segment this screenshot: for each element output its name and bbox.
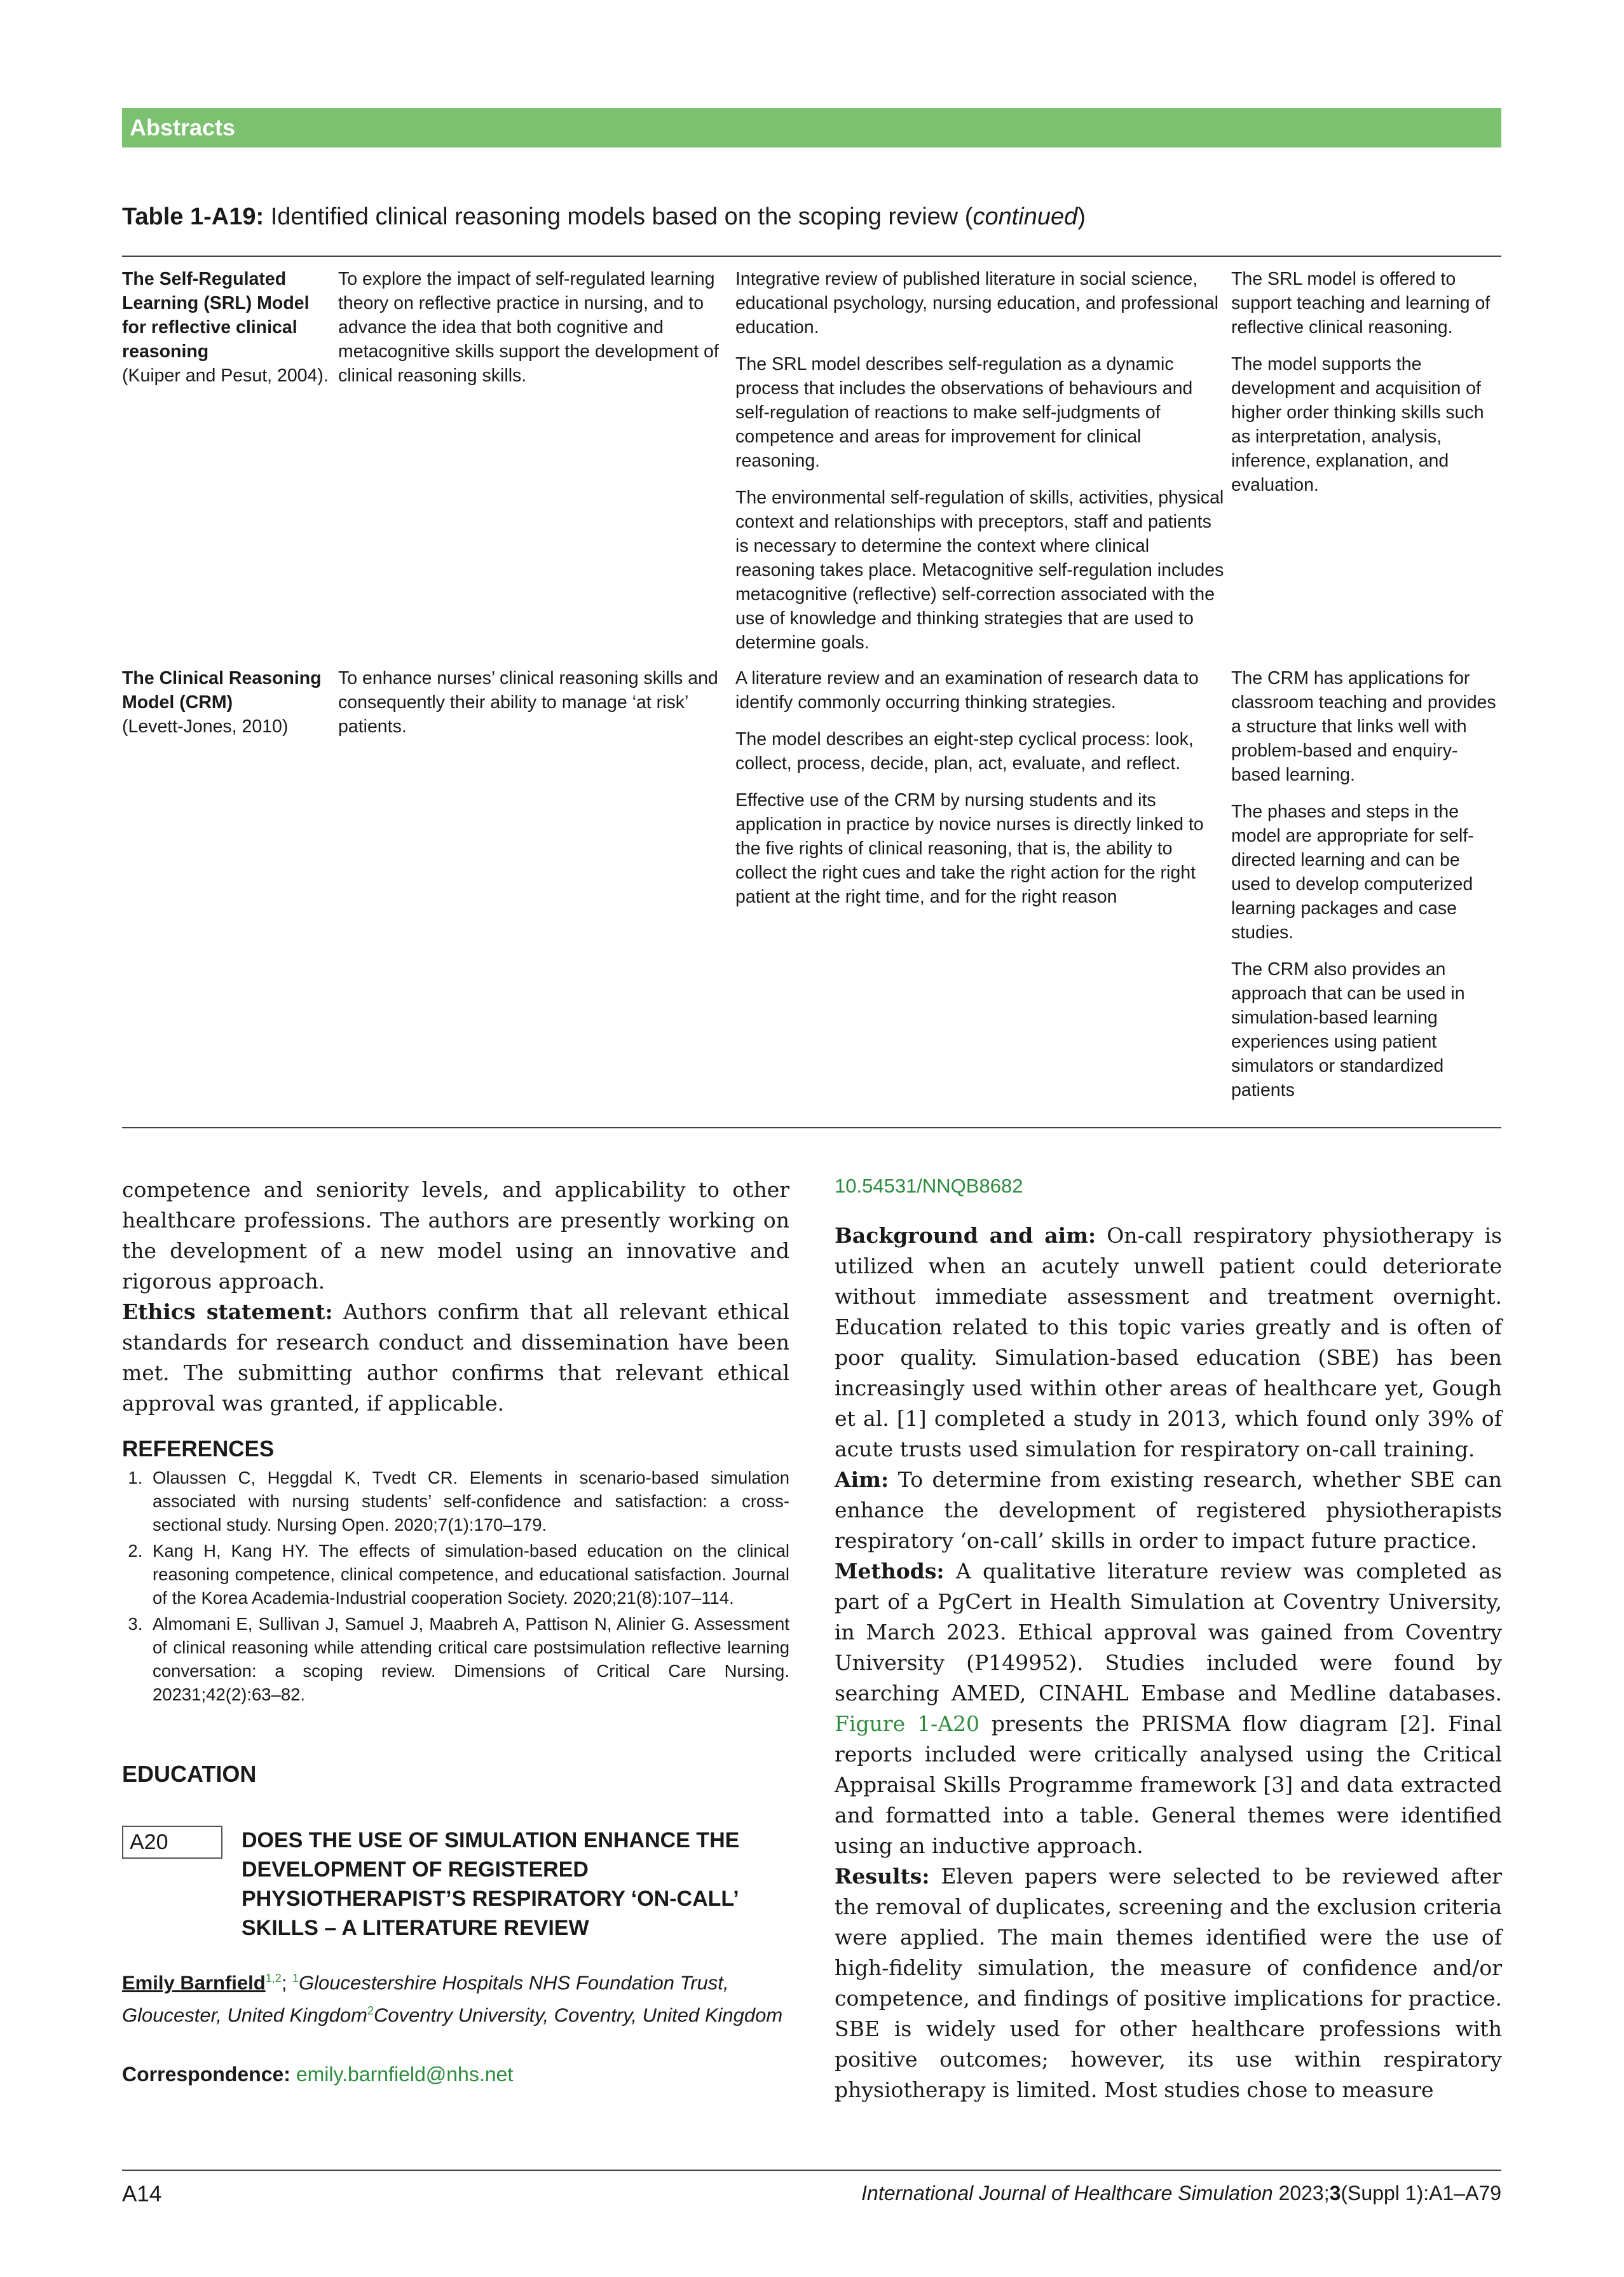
- author-affiliations: [122, 1964, 789, 2030]
- reference-item: 1. Olaussen C, Heggdal K, Tvedt CR. Elements in scenario-based simulation associated with nursing students’ self-confidence and satisfaction: a cross-sectional study. Nursing Open. 2020;7(1):170–179.: [147, 1466, 789, 1536]
- reference-item: 3. Almomani E, Sullivan J, Samuel J, Maabreh A, Pattison N, Alinier G. Assessment of clinical reasoning while attending critical care postsimulation reflective learning conversation: a scoping review. Dimensions of Critical Care Nursing. 20231;42(2):63–82.: [147, 1612, 789, 1706]
- aim-label: Aim:: [835, 1467, 889, 1492]
- methods-label: Methods:: [835, 1559, 945, 1583]
- model-aim: To enhance nurses’ clinical reasoning skills and consequently their ability to manage ‘at risk’ patients.: [338, 668, 718, 737]
- journal-issue: (Suppl 1):A1–A79: [1341, 2182, 1501, 2205]
- background-label: Background and aim:: [835, 1223, 1096, 1248]
- footer-rule: [122, 2170, 1501, 2171]
- methods-paragraph: [835, 1556, 1502, 1861]
- table-label: Table 1-A19:: [122, 203, 264, 230]
- methods-text-cont: presents the PRISMA flow diagram [2]. Final reports included were critically analysed using the Critical Appraisal Skills Programme framework [3] and data extracted and formatted into a table. General themes were identified using an inductive approach.: [835, 1711, 1502, 1858]
- paragraph: competence and seniority levels, and applicability to other healthcare professions. The authors are presently working on the development of a new model using an innovative and rigorous approach.: [122, 1177, 789, 1294]
- table-top-rule: [122, 256, 1501, 257]
- table-title-close: ): [1077, 203, 1086, 230]
- model-application: The phases and steps in the model are appropriate for self-directed learning and can be used to develop computerized learning packages and case studies.: [1231, 802, 1474, 943]
- table-row: [122, 267, 1501, 666]
- journal-volume: 3: [1329, 2182, 1341, 2205]
- model-application: The model supports the development and acquisition of higher order thinking skills such as interpretation, analysis, inference, explanation, and evaluation.: [1231, 354, 1484, 495]
- model-description: A literature review and an examination of research data to identify commonly occurring thinking strategies.: [735, 668, 1199, 713]
- article-code-box: A20: [122, 1826, 222, 1859]
- journal-name: International Journal of Healthcare Simulation: [861, 2182, 1273, 2205]
- figure-link[interactable]: Figure 1-A20: [835, 1711, 979, 1736]
- background-text: On-call respiratory physiotherapy is utilized when an acutely unwell patient could deteriorate without immediate assessment and treatment overnight. Education related to this topic varies greatly and is often of poor quality. Simulation-based education (SBE) has been increasingly used within other areas of healthcare yet, Gough et al. [1] completed a study in 2013, which found only 39% of acute trusts used simulation for respiratory on-call training.: [835, 1223, 1502, 1461]
- model-name: The Self-Regulated Learning (SRL) Model for reflective clinical reasoning: [122, 269, 310, 362]
- model-description: The environmental self-regulation of skills, activities, physical context and relationships with preceptors, staff and patients is necessary to determine the context where clinical reasoning takes place. Metacognitive self-regulation includes metacognitive (reflective) self-correction associated with the use of knowledge and thinking strategies that are used to determine goals.: [735, 488, 1224, 653]
- model-application: The SRL model is offered to support teaching and learning of reflective clinical reasoning.: [1231, 269, 1491, 338]
- affil1-sup: 1: [292, 1972, 299, 1985]
- table-continued: continued: [972, 203, 1078, 230]
- journal-citation: [861, 2182, 1501, 2205]
- aim-text: To determine from existing research, whether SBE can enhance the development of registered physiotherapists respiratory ‘on-call’ skills in order to impact future practice.: [835, 1467, 1502, 1553]
- journal-year: 2023;: [1273, 2182, 1330, 2205]
- affil2-sup: 2: [367, 2004, 374, 2018]
- model-application: The CRM also provides an approach that can be used in simulation-based learning experiences using patient simulators or standardized patients: [1231, 959, 1465, 1100]
- methods-text: A qualitative literature review was completed as part of a PgCert in Health Simulation at Coventry University, in March 2023. Ethical approval was gained from Coventry University (P149952). Studies included were found by searching AMED, CINAHL Embase and Medline databases.: [835, 1559, 1502, 1706]
- references-heading: REFERENCES: [122, 1437, 275, 1461]
- model-aim: To explore the impact of self-regulated learning theory on reflective practice in nursing, and to advance the idea that both cognitive and metacognitive skills support the development of clinical reasoning skills.: [338, 269, 719, 386]
- correspondence-label: Correspondence:: [122, 2062, 290, 2086]
- results-label: Results:: [835, 1864, 930, 1889]
- table-title: [122, 203, 1086, 231]
- article-header: [122, 1826, 789, 1950]
- ethics-paragraph: [122, 1297, 789, 1419]
- model-description: Effective use of the CRM by nursing students and its application in practice by novice nurses is directly linked to the five rights of clinical reasoning, that is, the ability to collect the right cues and take the right action for the right patient at the right time, and for the right reason: [735, 790, 1204, 907]
- results-text: Eleven papers were selected to be reviewed after the removal of duplicates, screening and the exclusion criteria were applied. The main themes identified were the use of high-fidelity simulation, the measure of confidence and/or competence, and findings of positive implications for practice. SBE is widely used for other healthcare professions with positive outcomes; however, its use within respiratory physiotherapy is limited. Most studies chose to measure: [835, 1864, 1502, 2102]
- model-citation: (Levett-Jones, 2010): [122, 716, 289, 737]
- model-description: The model describes an eight-step cyclical process: look, collect, process, decide, plan, act, evaluate, and reflect.: [735, 729, 1194, 774]
- abstract-body: [835, 1221, 1502, 2105]
- section-heading: EDUCATION: [122, 1761, 257, 1787]
- aim-paragraph: [835, 1465, 1502, 1556]
- model-description: The SRL model describes self-regulation as a dynamic process that includes the observations of behaviours and self-regulation of reactions to make self-judgments of competence and areas for improvement for clinical reasoning.: [735, 354, 1193, 471]
- results-paragraph: [835, 1861, 1502, 2105]
- left-body: [122, 1175, 789, 1419]
- background-paragraph: [835, 1221, 1502, 1465]
- ethics-label: Ethics statement:: [122, 1299, 333, 1324]
- model-citation: (Kuiper and Pesut, 2004).: [122, 366, 329, 386]
- reference-item: 2. Kang H, Kang HY. The effects of simulation-based education on the clinical reasoning competence, clinical competence, and educational satisfaction. Journal of the Korea Academia-Industrial cooperation Society. 2020;21(8):107–114.: [147, 1539, 789, 1610]
- page-number: A14: [122, 2182, 162, 2206]
- references-list: [122, 1466, 789, 1706]
- model-name: The Clinical Reasoning Model (CRM): [122, 668, 322, 713]
- table-bottom-rule: [122, 1127, 1501, 1128]
- author-name[interactable]: Emily Barnfield: [122, 1971, 266, 1994]
- correspondence: [122, 2063, 789, 2086]
- left-column: [122, 1175, 789, 2086]
- affiliation-2: Coventry University, Coventry, United Kingdom: [374, 2004, 783, 2027]
- models-table: [122, 267, 1501, 1102]
- affil-separator: ;: [281, 1971, 292, 1994]
- doi-link[interactable]: 10.54531/NNQB8682: [835, 1175, 1023, 1197]
- affiliation-1: Gloucestershire Hospitals NHS Foundation Trust, Gloucester, United Kingdom: [122, 1971, 729, 2027]
- article-title: DOES THE USE OF SIMULATION ENHANCE THE DEVELOPMENT OF REGISTERED PHYSIOTHERAPIST’S RESPIRATORY ‘ON-CALL’ SKILLS – A LITERATURE REVIEW: [242, 1828, 740, 1940]
- table-row: [122, 666, 1501, 1102]
- table-title-text: Identified clinical reasoning models based on the scoping review (: [264, 203, 973, 230]
- ethics-text: Authors confirm that all relevant ethical standards for research conduct and dissemination have been met. The submitting author confirms that relevant ethical approval was granted, if applicable.: [122, 1299, 789, 1416]
- model-application: The CRM has applications for classroom teaching and provides a structure that links well with problem-based and enquiry-based learning.: [1231, 668, 1496, 785]
- right-column: [835, 1175, 1502, 2105]
- section-banner: Abstracts: [122, 108, 1501, 147]
- author-sup: 1,2: [265, 1972, 282, 1985]
- model-description: Integrative review of published literature in social science, educational psychology, nursing education, and professional education.: [735, 269, 1218, 338]
- correspondence-email-link[interactable]: emily.barnfield@nhs.net: [296, 2062, 514, 2086]
